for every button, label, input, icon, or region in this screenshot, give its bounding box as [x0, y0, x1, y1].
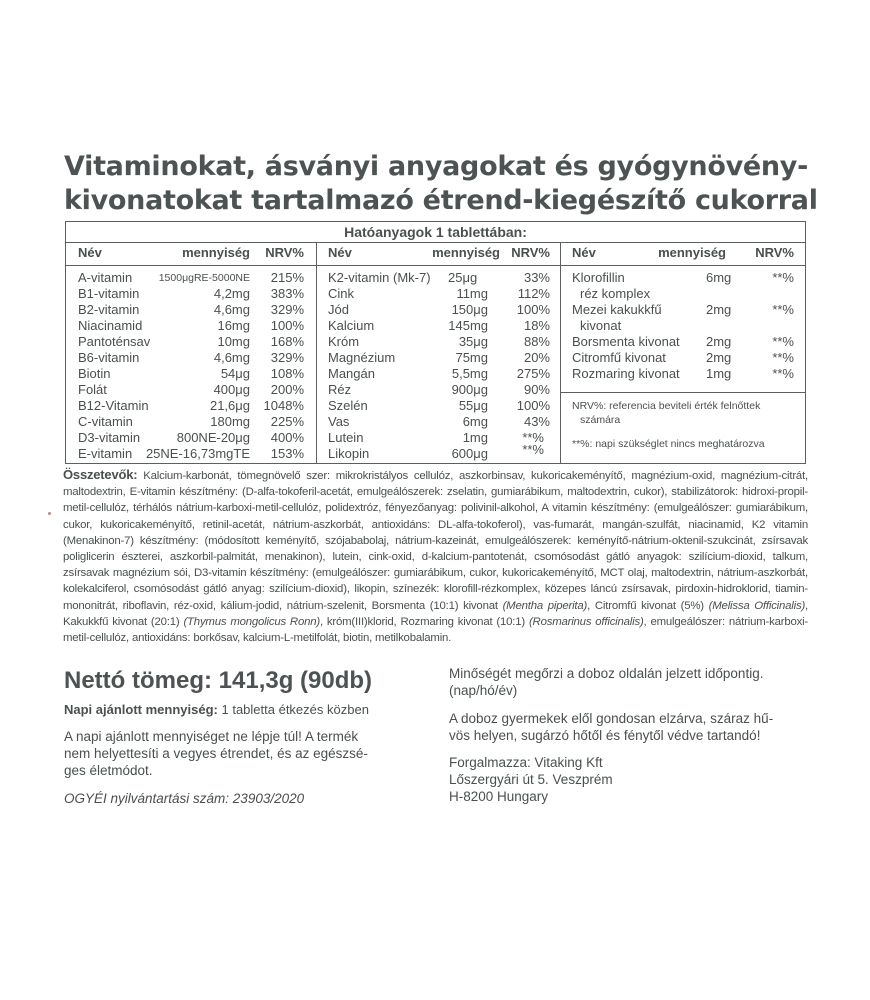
table-header-divider — [66, 265, 805, 266]
best-before-line-1: Minőségét megőrzi a doboz oldalán jelzett időpontig. — [449, 666, 764, 681]
table-row — [328, 302, 552, 318]
nutrient-name: Mangán — [328, 366, 375, 381]
nrv-note-line-2: számára — [580, 414, 621, 426]
table-row — [78, 318, 308, 334]
nutrient-name: B6-vitamin — [78, 350, 140, 365]
nutrient-name: B2-vitamin — [78, 302, 140, 317]
table-row — [572, 366, 796, 382]
active-ingredients-table — [65, 221, 806, 464]
nutrient-amount: 2mg — [706, 302, 732, 317]
ingredients-text-2: , Citromfű kivonat (5%) — [587, 599, 709, 612]
nrv-undefined-note: **%: napi szükséglet nincs meghatározva — [572, 438, 765, 450]
nutrient-nrv: **% — [772, 334, 794, 349]
header-nrv-2: NRV% — [511, 245, 550, 260]
nutrient-amount: 75mg — [455, 350, 488, 365]
daily-dose-value: 1 tabletta étkezés közben — [217, 702, 369, 717]
daily-dose — [64, 701, 369, 718]
nutrient-amount: 2mg — [706, 350, 732, 365]
ingredients-text-1: Kalcium-karbonát, tömegnövelő szer: mikrokristályos cellulóz, aszkorbinsav, kukoricakeményítő, magnézium-oxid, magnézium-citrát, maltodextrin, E-vitamin készítmény: (D-alfa-tokoferil-acetát, emulgeálószerek: zselatin, gumiarábikum, maltodextrin, cukor), stabilizátorok: hidroxi-propil-metil-cellulóz, térhálós nátrium-karboxi-metil-cellulóz, polidextróz, fényezőanyag: polivinil-alkohol, A vitamin készítmény: (emulgeálószer: gumiarábikum, cukor, kukoricakeményítő, retinil-acetát, nátrium-aszkorbát, antioxidáns: DL-alfa-tokoferol), vas-fumarát, mangán-szulfát, niacinamid, K2 vitamin (Menakinon-7) készítmény: (módosított keményítő, szójababolaj, nátrium-kazeinát, emulgeálószerek: keményítő-nátrium-oktenil-szukcinát, zsírsavak poliglicerin észterei, aszkorbil-palmitát, menakinon), lutein, cink-oxid, d-kalcium-pantotenát, csomósodást gátló anyagok: szilícium-dioxid, talkum, zsírsavak magnézium sói, D3-vitamin készítmény: (emulgeálószer: gumiarábikum, cukor, kukoricakeményítő, MCT olaj, maltodextrin, nátrium-aszkorbát, kolekalciferol, csomósodást gátló anyag: szilícium-dioxid), likopin, színezék: klorofill-rézkomplex, közepes láncú zsírsavak, pirdoxin-hidroklorid, tiamin-mononitrát, riboflavin, réz-oxid, kálium-jodid, nátrium-szelenit, Borsmenta (10:1) kivonat — [63, 470, 808, 612]
nutrient-amount: 800NE-20μg — [176, 430, 250, 445]
table-row — [328, 366, 552, 382]
nutrient-nrv: 400% — [270, 430, 304, 445]
nutrient-amount: 10mg — [217, 334, 250, 349]
nutrient-nrv: 200% — [270, 382, 304, 397]
storage-line-2: vös helyen, sugárzó hőtől és fénytől védve tartandó! — [449, 728, 761, 743]
table-row — [78, 302, 308, 318]
distributor-line-3: H-8200 Hungary — [449, 789, 549, 804]
table-row — [78, 446, 308, 462]
table-row — [328, 270, 552, 286]
ingredients-latin-4: (Rosmarinus officinalis) — [528, 615, 644, 628]
nutrient-nrv: **% — [772, 350, 794, 365]
ingredients-latin-1: (Mentha piperita) — [502, 599, 588, 612]
nutrient-name: Pantoténsav — [78, 334, 151, 349]
nutrient-name: Cink — [328, 286, 355, 301]
table-row — [328, 350, 552, 366]
distributor-info — [449, 754, 613, 805]
table-row — [78, 334, 308, 350]
header-name-2: Név — [328, 245, 352, 260]
nutrient-nrv: **% — [772, 270, 794, 285]
nutrient-name-continued: réz komplex — [580, 286, 651, 301]
table-row — [78, 398, 308, 414]
nutrient-nrv: 90% — [523, 382, 550, 397]
table-row — [78, 382, 308, 398]
nutrient-amount: 16mg — [217, 318, 250, 333]
distributor-line-1: Forgalmazza: Vitaking Kft — [449, 755, 603, 770]
nutrient-name: Vas — [328, 414, 350, 429]
nrv-note — [572, 399, 760, 427]
ingredients-latin-2: (Melissa Officinalis) — [708, 599, 806, 612]
nutrient-name: Lutein — [328, 430, 364, 445]
nutrient-amount: 25μg — [448, 270, 478, 285]
nutrient-nrv: 225% — [270, 414, 304, 429]
nutrient-amount: 145mg — [448, 318, 488, 333]
table-row — [78, 414, 308, 430]
nutrient-amount: 900μg — [451, 382, 488, 397]
nutrient-amount: 600μg — [451, 446, 488, 461]
nutrient-name: B1-vitamin — [78, 286, 140, 301]
nutrient-name-continued: kivonat — [580, 318, 622, 333]
warning-line-2: nem helyettesíti a vegyes étrendet, és az egészsé- — [64, 746, 368, 761]
nutrient-amount: 1mg — [706, 366, 732, 381]
nutrient-name: Kalcium — [328, 318, 375, 333]
ingredients-label: Összetevők: — [63, 467, 138, 482]
header-amount-1: mennyiség — [182, 245, 250, 260]
nutrient-amount: 11mg — [456, 286, 488, 301]
warning-line-1: A napi ajánlott mennyiséget ne lépje túl! A termék — [64, 729, 359, 744]
nutrient-amount: 180mg — [210, 414, 250, 429]
notes-divider — [560, 392, 806, 393]
table-row — [78, 350, 308, 366]
table-row — [572, 302, 796, 334]
nutrient-nrv: **% — [772, 366, 794, 381]
table-row — [328, 382, 552, 398]
table-row — [78, 366, 308, 382]
table-row — [328, 286, 552, 302]
nutrient-nrv: 100% — [516, 398, 550, 413]
nutrient-name: Réz — [328, 382, 352, 397]
table-row — [572, 270, 796, 302]
nutrient-name: D3-vitamin — [78, 430, 141, 445]
product-title-line-1: Vitaminokat, ásványi anyagokat és gyógynövény- — [64, 151, 809, 182]
dosage-warning — [64, 728, 368, 779]
nutrient-nrv: 18% — [523, 318, 550, 333]
nutrient-nrv: **% — [772, 302, 794, 317]
nutrient-name: E-vitamin — [78, 446, 133, 461]
table-row — [328, 414, 552, 430]
column-divider-2 — [560, 242, 561, 463]
product-title — [64, 150, 824, 218]
nutrient-nrv: 112% — [517, 286, 550, 301]
nutrient-name: Rozmaring kivonat — [572, 366, 680, 381]
header-name-1: Név — [78, 245, 102, 260]
nutrient-name: Szelén — [328, 398, 368, 413]
print-mark — [48, 512, 51, 515]
nutrient-amount: 1500μgRE-5000NE — [158, 272, 250, 284]
nutrient-amount: 1mg — [462, 430, 488, 445]
nutrient-name: Niacinamid — [78, 318, 143, 333]
ingredients-latin-3: (Thymus mongolicus Ronn) — [183, 615, 320, 628]
ingredients-text-4: , króm(III)klorid, Rozmaring kivonat (10:1) — [319, 615, 529, 628]
warning-line-3: ges életmódot. — [64, 763, 153, 778]
nutrient-amount: 6mg — [706, 270, 732, 285]
table-row — [78, 430, 308, 446]
table-row — [328, 398, 552, 414]
nutrient-amount: 4,2mg — [213, 286, 250, 301]
nutrient-amount: 4,6mg — [213, 302, 250, 317]
nutrient-nrv: 153% — [270, 446, 304, 461]
nutrient-name: Klorofillin — [572, 270, 625, 285]
column-divider-1 — [316, 242, 317, 463]
nutrient-nrv: **% — [522, 430, 544, 445]
table-row — [572, 334, 796, 350]
nutrient-name: A-vitamin — [78, 270, 133, 285]
ingredients-text-5: , emulgeálószer: nátrium-karboxi-metil-cellulóz, antioxidáns: borkősav, kalcium-L-metilfolát, biotin, metilkobalamin. — [63, 615, 809, 645]
nutrient-nrv: 20% — [523, 350, 550, 365]
header-name-3: Név — [572, 245, 596, 260]
nutrient-amount: 35μg — [458, 334, 488, 349]
nutrient-nrv: 33% — [523, 270, 550, 285]
nutrient-amount: 2mg — [706, 334, 732, 349]
nutrient-nrv: 108% — [270, 366, 304, 381]
best-before — [449, 665, 763, 699]
nutrient-nrv: 88% — [523, 334, 550, 349]
nutrient-nrv: 329% — [270, 350, 304, 365]
nutrient-name: Citromfű kivonat — [572, 350, 666, 365]
storage-line-1: A doboz gyermekek elől gondosan elzárva, száraz hű- — [449, 711, 774, 726]
nutrient-name: Mezei kakukkfű — [572, 302, 662, 317]
daily-dose-label: Napi ajánlott mennyiség: — [64, 702, 218, 717]
nutrient-name: Likopin — [328, 446, 370, 461]
nutrient-name: K2-vitamin (Mk-7) — [328, 270, 431, 285]
nutrient-amount: 25NE-16,73mgTE — [145, 446, 250, 461]
header-amount-2: mennyiség — [432, 245, 500, 260]
nutrient-name: B12-Vitamin — [78, 398, 149, 413]
best-before-line-2: (nap/hó/év) — [449, 683, 518, 698]
nutrient-name: Borsmenta kivonat — [572, 334, 680, 349]
nutrient-nrv: 329% — [270, 302, 304, 317]
table-row — [328, 318, 552, 334]
table-row — [572, 350, 796, 366]
nutrient-nrv: 100% — [516, 302, 550, 317]
table-row — [328, 334, 552, 350]
net-weight: Nettó tömeg: 141,3g (90db) — [64, 667, 373, 694]
nutrient-name: Króm — [328, 334, 360, 349]
nutrient-nrv: 1048% — [263, 398, 304, 413]
nutrient-amount: 54μg — [220, 366, 250, 381]
nutrient-name: C-vitamin — [78, 414, 133, 429]
nutrient-nrv: 383% — [270, 286, 304, 301]
nutrient-nrv: 215% — [270, 270, 304, 285]
nutrient-name: Folát — [78, 382, 107, 397]
nutrient-name: Magnézium — [328, 350, 396, 365]
header-nrv-3: NRV% — [755, 245, 794, 260]
ogyei-number: OGYÉI nyilvántartási szám: 23903/2020 — [64, 791, 305, 806]
product-title-line-2: kivonatokat tartalmazó étrend-kiegészítő cukorral — [64, 185, 818, 216]
nutrient-amount: 55μg — [458, 398, 488, 413]
storage-instructions — [449, 710, 773, 744]
nrv-note-line-1: NRV%: referencia beviteli érték felnőttek — [572, 400, 761, 412]
nutrient-amount: 150μg — [451, 302, 488, 317]
table-row — [328, 442, 552, 462]
nutrient-amount: 6mg — [462, 414, 488, 429]
nutrient-amount: 4,6mg — [213, 350, 250, 365]
ingredients-paragraph — [63, 467, 808, 646]
nutrient-nrv: 168% — [270, 334, 304, 349]
ingredients-text-3: , Kakukkfű kivonat (20:1) — [63, 599, 809, 628]
table-title-divider — [66, 242, 805, 243]
nutrient-nrv: 43% — [523, 414, 550, 429]
nutrient-name: Biotin — [78, 366, 111, 381]
nutrient-amount: 400μg — [213, 382, 250, 397]
table-row — [78, 270, 308, 286]
nutrient-name: Jód — [328, 302, 349, 317]
header-amount-3: mennyiség — [658, 245, 726, 260]
nutrient-amount: 5,5mg — [451, 366, 488, 381]
nutrient-nrv: 100% — [270, 318, 304, 333]
table-title: Hatóanyagok 1 tablettában: — [344, 224, 527, 240]
nutrient-nrv: 275% — [516, 366, 550, 381]
table-row — [78, 286, 308, 302]
distributor-line-2: Lőszergyári út 5. Veszprém — [449, 772, 613, 787]
nutrient-nrv: **% — [522, 442, 544, 457]
header-nrv-1: NRV% — [265, 245, 304, 260]
nutrient-amount: 21,6μg — [209, 398, 250, 413]
